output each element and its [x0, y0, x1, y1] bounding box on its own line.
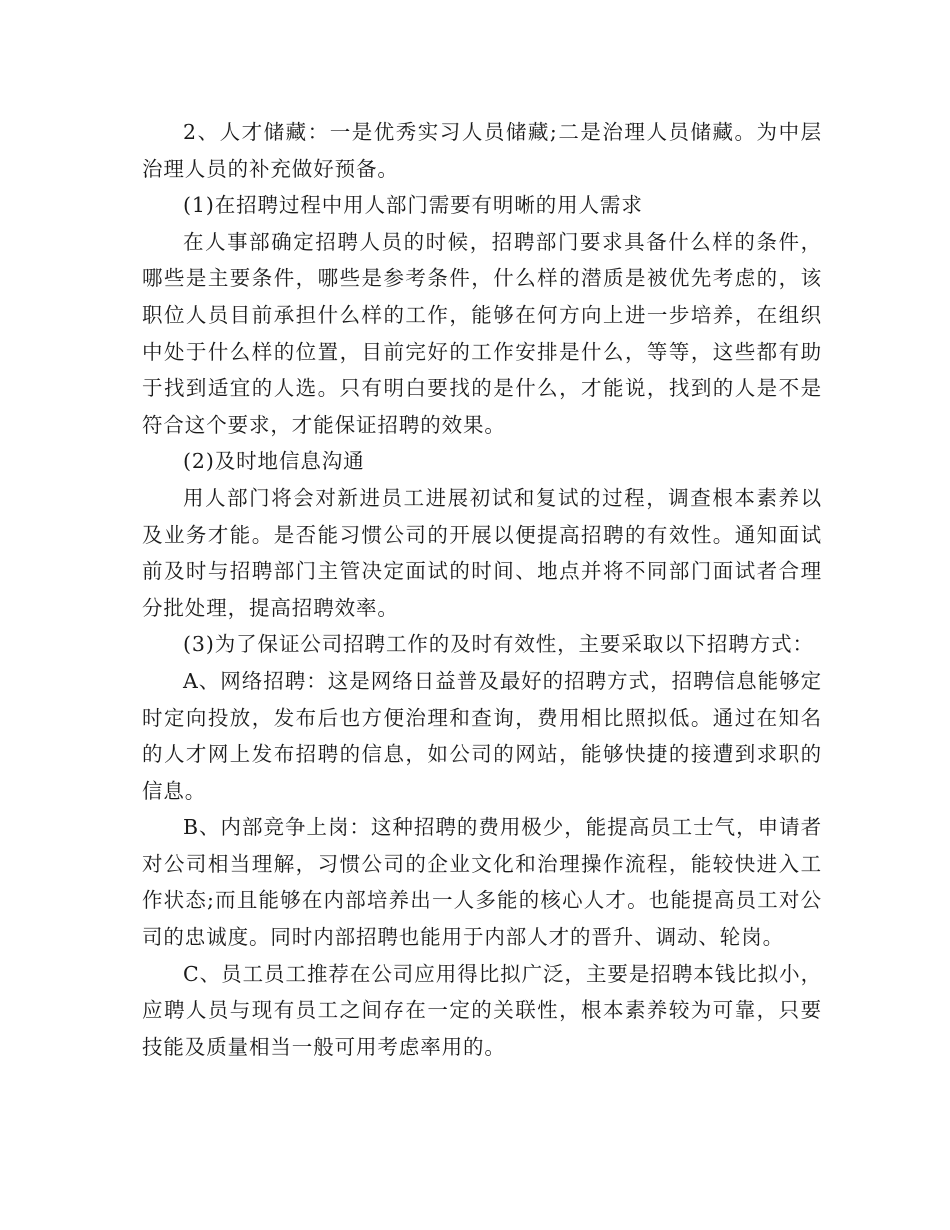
paragraph-employee-referral: C、员工员工推荐在公司应用得比拟广泛，主要是招聘本钱比拟小，应聘人员与现有员工之间存在一定的关联性，根本素养较为可靠，只要技能及质量相当一般可用考虑率用的。 — [142, 961, 822, 1059]
paragraph-timely-communication: 用人部门将会对新进员工进展初试和复试的过程，调查根本素养以及业务才能。是否能习惯公司的开展以便提高招聘的有效性。通知面试前及时与招聘部门主管决定面试的时间、地点并将不同部门面试者合理分批处理，提高招聘效率。 — [142, 485, 822, 620]
heading-timely-communication: (2)及时地信息沟通 — [183, 449, 365, 474]
heading-recruitment-methods: (3)为了保证公司招聘工作的及时有效性，主要采取以下招聘方式： — [183, 632, 814, 657]
paragraph-online-recruitment: A、网络招聘：这是网络日益普及最好的招聘方式，招聘信息能够定时定向投放，发布后也方便治理和查询，费用相比照拟低。通过在知名的人才网上发布招聘的信息，如公司的网站，能够快捷的接遭到求职的信息。 — [142, 668, 822, 803]
paragraph-clear-requirements: 在人事部确定招聘人员的时候，招聘部门要求具备什么样的条件，哪些是主要条件，哪些是参考条件，什么样的潜质是被优先考虑的，该职位人员目前承担什么样的工作，能够在何方向上进一步培养，在组织中处于什么样的位置，目前完好的工作安排是什么，等等，这些都有助于找到适宜的人选。只有明白要找的是什么，才能说，找到的人是不是符合这个要求，才能保证招聘的效果。 — [142, 229, 822, 437]
paragraph-talent-reserve: 2、人才储藏：一是优秀实习人员储藏;二是治理人员储藏。为中层治理人员的补充做好预备。 — [142, 120, 822, 181]
paragraph-internal-competition: B、内部竞争上岗：这种招聘的费用极少，能提高员工士气，申请者对公司相当理解，习惯公司的企业文化和治理操作流程，能较快进入工作状态;而且能够在内部培养出一人多能的核心人才。也能提高员工对公司的忠诚度。同时内部招聘也能用于内部人才的晋升、调动、轮岗。 — [142, 815, 822, 950]
document-body — [142, 114, 822, 1065]
heading-clear-requirements: (1)在招聘过程中用人部门需要有明晰的用人需求 — [183, 193, 643, 218]
